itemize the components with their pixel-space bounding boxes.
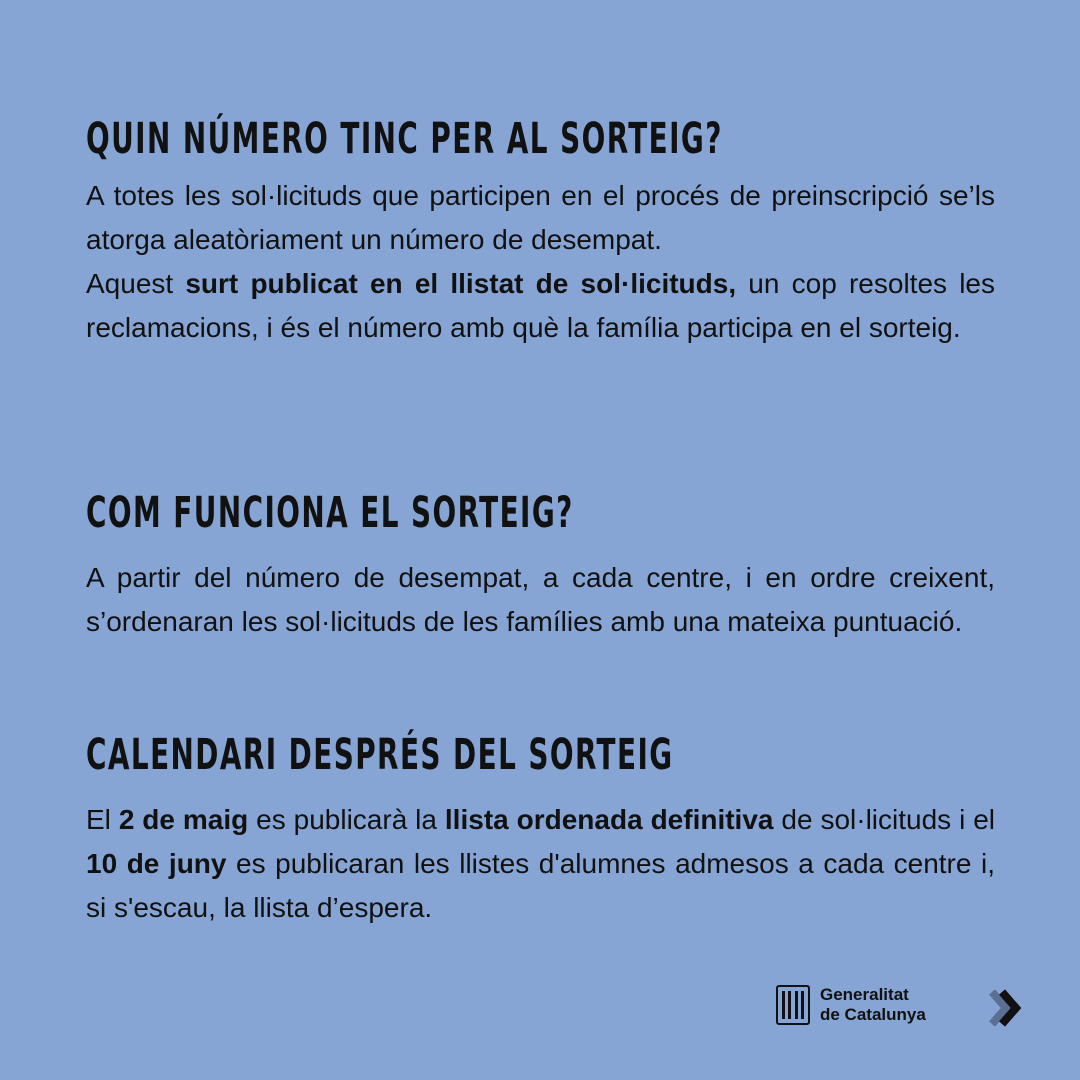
text-run: es publicarà la bbox=[248, 804, 445, 835]
text-run: de sol·licituds i el bbox=[773, 804, 995, 835]
generalitat-emblem-icon bbox=[776, 985, 810, 1025]
generalitat-logo bbox=[776, 982, 926, 1028]
section-title: QUIN NÚMERO TINC PER AL SORTEIG? bbox=[86, 114, 723, 164]
logo-text bbox=[820, 985, 926, 1025]
section-paragraph: A totes les sol·licituds que participen en el procés de preinscripció se’ls atorga aleatòriament un número de desempat. bbox=[86, 180, 995, 255]
text-run-bold: 10 de juny bbox=[86, 848, 227, 879]
section-title: COM FUNCIONA EL SORTEIG? bbox=[86, 488, 574, 538]
text-run-bold: 2 de maig bbox=[118, 804, 249, 835]
chevron-right-icon[interactable] bbox=[984, 986, 1028, 1030]
text-run: es publicaran les llistes d'alumnes admesos a cada centre i, si s'escau, la llista d’espera. bbox=[86, 848, 995, 923]
section-paragraph-rich bbox=[86, 262, 995, 350]
text-run-bold: llista ordenada definitiva bbox=[444, 804, 774, 835]
section-how-it-works bbox=[86, 486, 995, 644]
section-number bbox=[86, 112, 995, 350]
text-run-bold: surt publicat en el llistat de sol·licituds, bbox=[185, 268, 737, 299]
section-title: CALENDARI DESPRÉS DEL SORTEIG bbox=[86, 730, 674, 780]
text-run: El bbox=[86, 804, 119, 835]
text-run: un cop resoltes les reclamacions, i és el número amb què la família participa en el sorteig. bbox=[86, 268, 995, 343]
logo-line: de Catalunya bbox=[820, 1005, 926, 1024]
section-calendar bbox=[86, 728, 995, 930]
section-paragraph: A partir del número de desempat, a cada centre, i en ordre creixent, s’ordenaran les sol·licituds de les famílies amb una mateixa puntuació. bbox=[86, 562, 995, 637]
text-run: Aquest bbox=[86, 268, 186, 299]
section-paragraph-rich bbox=[86, 798, 995, 930]
logo-line: Generalitat bbox=[820, 985, 909, 1004]
